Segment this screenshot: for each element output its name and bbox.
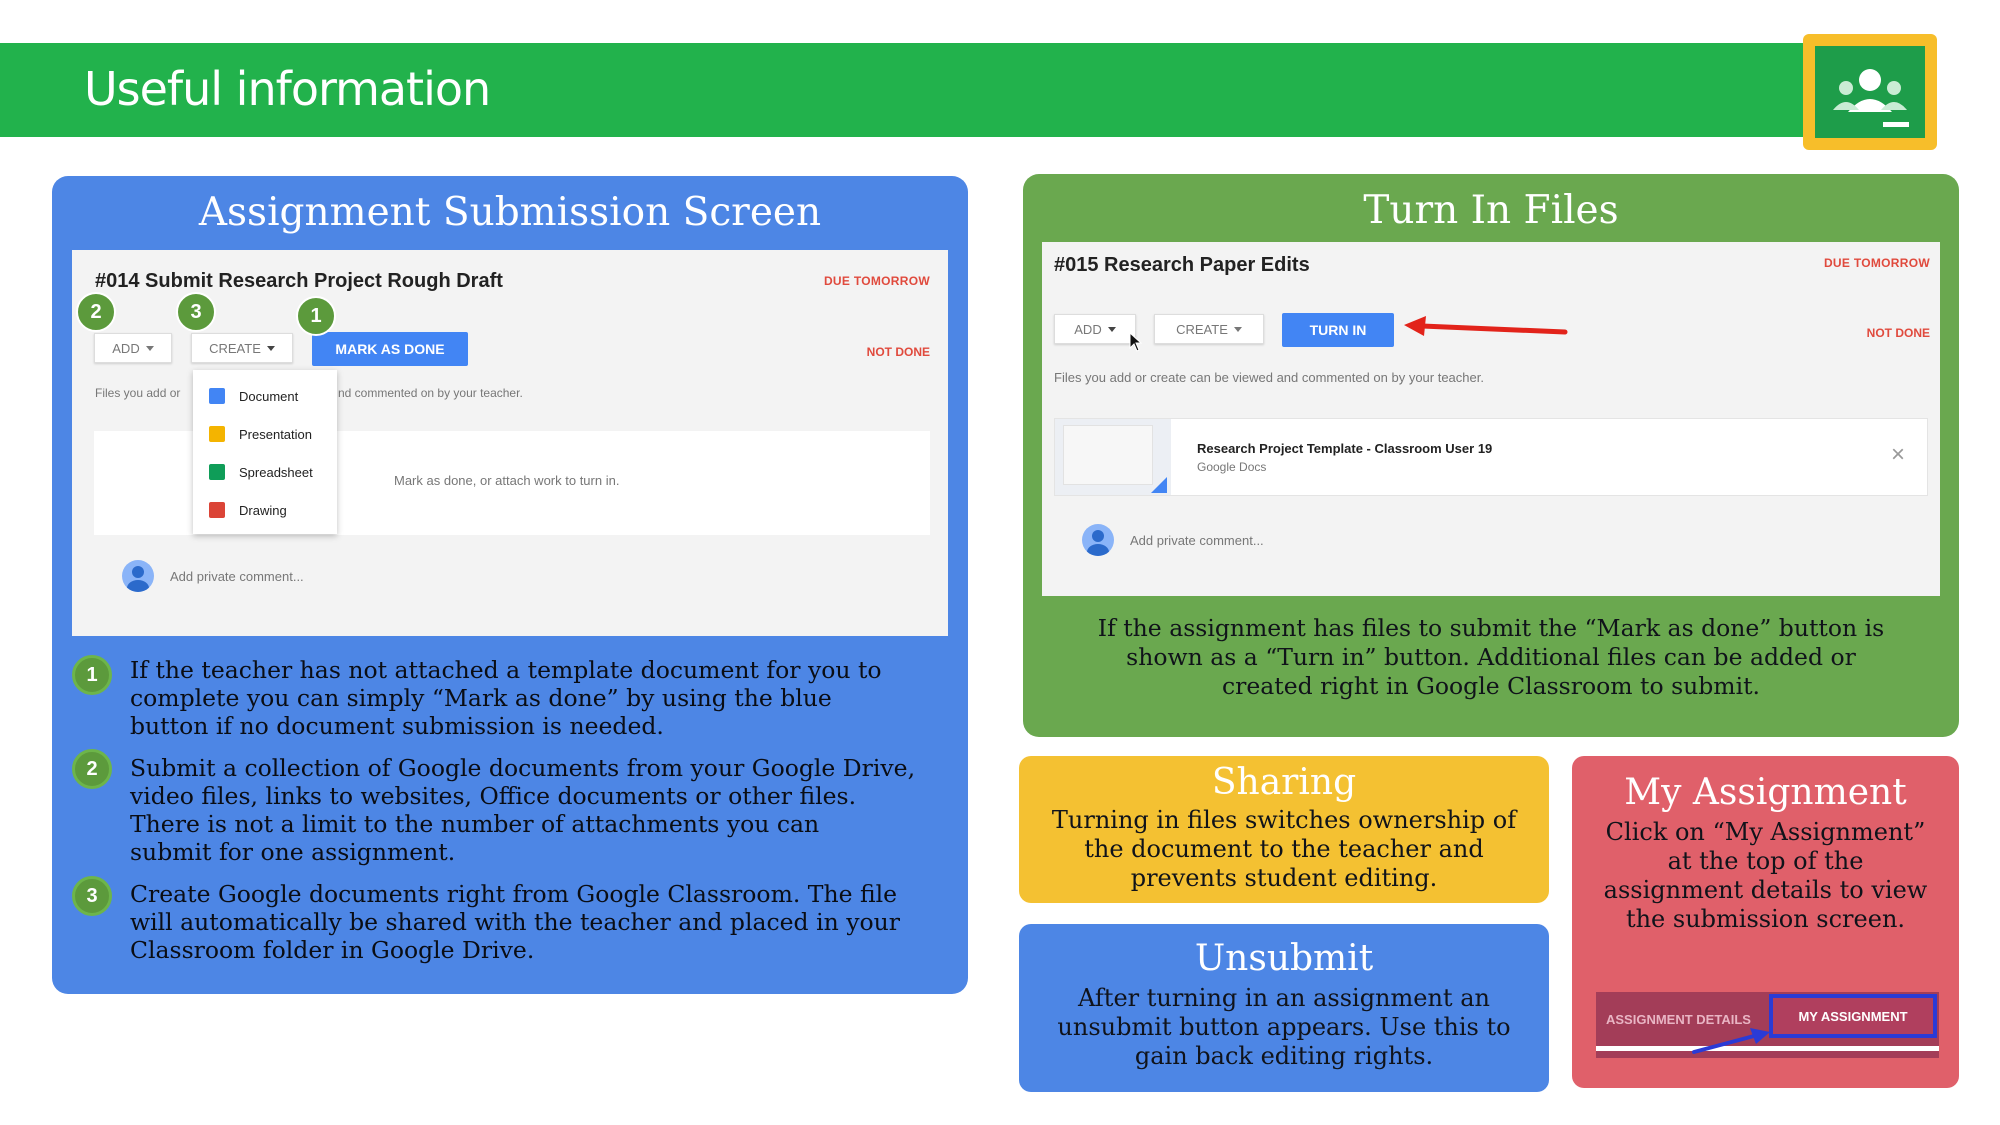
unsubmit-panel	[1019, 924, 1549, 1092]
panel-title: Sharing	[1211, 762, 1357, 803]
menu-item-presentation[interactable]: Presentation	[209, 426, 312, 442]
bullet-text: If the teacher has not attached a template document for you to complete you can simply “Mark as done” by using the blue button if no document submission is needed.	[130, 656, 882, 740]
panel-title: Unsubmit	[1194, 938, 1374, 979]
attachment-title: Research Project Template - Classroom User 19	[1197, 441, 1493, 456]
panel-title: My Assignment	[1624, 772, 1907, 813]
chevron-down-icon	[267, 346, 275, 351]
files-note-continued: nd commented on by your teacher.	[338, 386, 523, 400]
due-label: DUE TOMORROW	[823, 274, 930, 288]
my-assignment-text: Click on “My Assignment” at the top of the assignment details to view the submission screen.	[1603, 818, 1928, 933]
menu-item-document[interactable]: Document	[209, 388, 298, 404]
menu-item-drawing[interactable]: Drawing	[209, 502, 287, 518]
chevron-down-icon	[146, 346, 154, 351]
assignment-submission-panel	[52, 176, 968, 994]
bullet-number: 3	[72, 876, 112, 916]
attachment-row[interactable]	[1054, 418, 1928, 496]
assignment-tabs	[1596, 992, 1939, 1058]
attach-hint: Mark as done, or attach work to turn in.	[394, 473, 620, 488]
private-comment-row[interactable]	[122, 560, 304, 592]
mouse-cursor-icon	[1129, 332, 1143, 352]
unsubmit-text: After turning in an assignment an unsubmit button appears. Use this to gain back editing rights.	[1057, 984, 1511, 1070]
turn-in-button[interactable]: TURN IN	[1282, 313, 1394, 347]
presentation-icon	[209, 426, 225, 442]
files-note: Files you add or create can be viewed and commented on by your teacher.	[1054, 370, 1484, 385]
close-icon[interactable]: ×	[1890, 441, 1905, 468]
add-button[interactable]: ADD	[94, 333, 172, 363]
menu-item-spreadsheet[interactable]: Spreadsheet	[209, 464, 313, 480]
assignment-title: #015 Research Paper Edits	[1054, 254, 1310, 276]
red-arrow-icon	[1400, 314, 1570, 344]
chevron-down-icon	[1108, 327, 1116, 332]
bullet-number: 2	[72, 749, 112, 789]
tab-my-assignment[interactable]: MY ASSIGNMENT	[1769, 994, 1937, 1038]
tab-assignment-details[interactable]: ASSIGNMENT DETAILS	[1606, 1012, 1751, 1027]
document-icon	[209, 388, 225, 404]
chevron-down-icon	[1234, 327, 1242, 332]
my-assignment-panel	[1572, 756, 1959, 1088]
create-dropdown-menu	[193, 370, 337, 534]
avatar	[122, 560, 154, 592]
page-title: Useful information	[84, 62, 491, 116]
drawing-icon	[209, 502, 225, 518]
sharing-text: Turning in files switches ownership of the document to the teacher and prevents student editing.	[1051, 806, 1517, 892]
due-label: DUE TOMORROW	[1823, 256, 1930, 270]
comment-input[interactable]: Add private comment...	[170, 568, 304, 584]
create-button[interactable]: CREATE	[191, 333, 293, 363]
turn-in-description: If the assignment has files to submit the “Mark as done” button is shown as a “Turn in” button. Additional files can be added or created right in Google Classroom to submit.	[1097, 614, 1885, 700]
status-badge: NOT DONE	[866, 345, 930, 359]
google-docs-icon	[1151, 477, 1167, 493]
avatar	[1082, 524, 1114, 556]
document-thumbnail	[1055, 419, 1171, 495]
spreadsheet-icon	[209, 464, 225, 480]
bullet-text: Submit a collection of Google documents from your Google Drive, video files, links to websites, Office documents or other files. There is not a limit to the number of attachments you can submit for one assignment.	[130, 754, 916, 866]
marker-3: 3	[176, 292, 216, 332]
add-button[interactable]: ADD	[1054, 314, 1136, 344]
bullet-number: 1	[72, 655, 112, 695]
files-note: Files you add or	[95, 386, 181, 400]
google-classroom-logo-icon	[1803, 34, 1937, 150]
turn-in-files-panel	[1023, 174, 1959, 737]
status-badge: NOT DONE	[1866, 326, 1930, 340]
comment-input[interactable]: Add private comment...	[1130, 532, 1264, 548]
marker-1: 1	[296, 296, 336, 336]
panel-title: Turn In Files	[1363, 188, 1619, 233]
turn-in-card	[1042, 242, 1940, 596]
blue-arrow-icon	[1690, 1026, 1774, 1056]
sharing-panel	[1019, 756, 1549, 903]
bullet-text: Create Google documents right from Google Classroom. The file will automatically be shared with the teacher and placed in your Classroom folder in Google Drive.	[130, 880, 900, 964]
panel-title: Assignment Submission Screen	[198, 190, 822, 235]
create-button[interactable]: CREATE	[1154, 314, 1264, 344]
mark-as-done-button[interactable]: MARK AS DONE	[312, 332, 468, 366]
attachment-type: Google Docs	[1197, 460, 1267, 474]
private-comment-row[interactable]	[1082, 524, 1264, 556]
assignment-title: #014 Submit Research Project Rough Draft	[95, 270, 503, 292]
marker-2: 2	[76, 292, 116, 332]
